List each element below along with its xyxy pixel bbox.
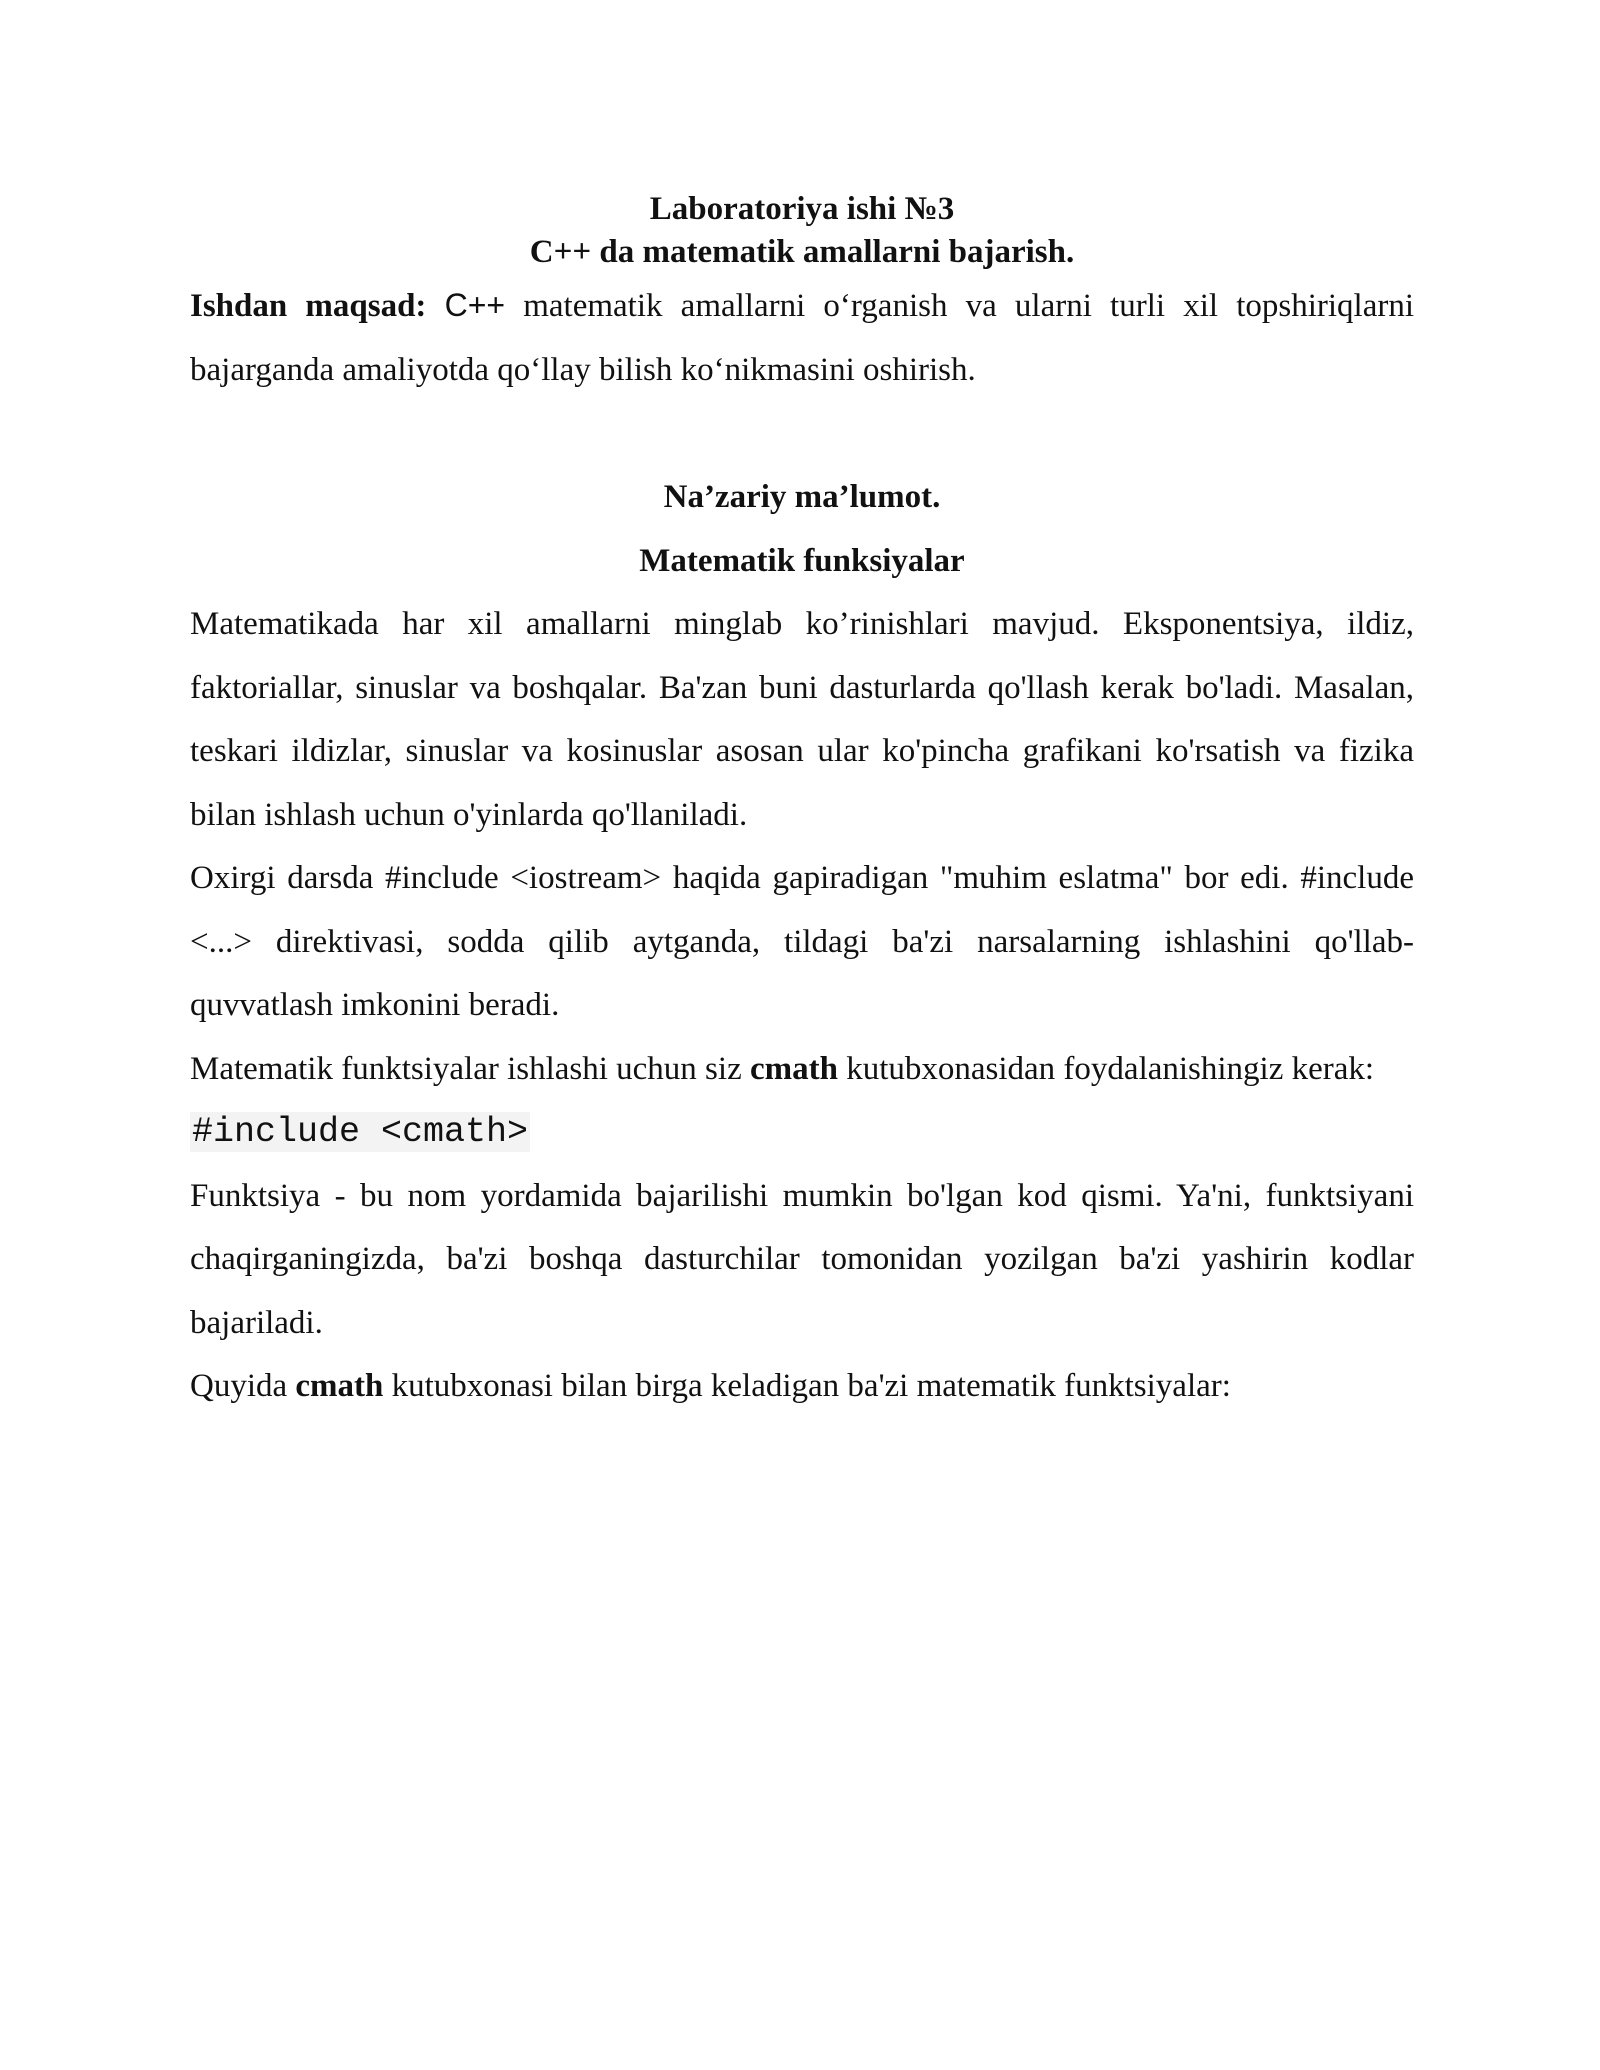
paragraph-cmath [190,1038,1414,1102]
goal-label: Ishdan maqsad: [190,288,427,324]
goal-text-part2: topshiriqlarni bajarganda amaliyotda qo‘llay bilish ko‘nikmasini oshirish. [190,288,1415,388]
paragraph-list-bold: cmath [295,1368,384,1404]
paragraph-intro: Matematikada har xil amallarni minglab ko’rinishlari mavjud. Eksponentsiya, ildiz, faktoriallar, sinuslar va boshqalar. Ba'zan buni dasturlarda qo'llash kerak bo'ladi. Masalan, teskari ildizlar, sinuslar va kosinuslar asosan ular ko'pincha grafikani ko'rsatish va fizika bilan ishlash uchun o'yinlarda qo'llaniladi. [190,606,1414,833]
document-page [190,188,1414,1419]
code-snippet [190,1101,1414,1165]
goal-paragraph [190,274,1414,402]
goal-text-part1: matematik amallarni o‘rganish va ularni turli xil [523,288,1219,324]
paragraph-list-intro [190,1355,1414,1419]
code-text: #include <cmath> [192,1112,529,1152]
paragraph-cmath-after: kutubxonasidan foydalanishingiz kerak: [846,1050,1375,1087]
paragraph-include: Oxirgi darsda #include <iostream> haqida gapiradigan "muhim eslatma" bor edi. #include <...> direktivasi, sodda qilib aytganda, tildagi ba'zi narsalarning ishlashini qo'llab-quvvatlash imkonini beradi. [190,860,1414,1023]
paragraph-cmath-before: Matematik funktsiyalar ishlashi uchun siz [190,1050,742,1087]
spacer [190,402,1414,466]
paragraph-cmath-bold: cmath [749,1050,838,1087]
section-subheading: Matematik funksiyalar [639,542,965,579]
paragraph-list-before: Quyida [190,1368,288,1404]
lab-subtitle: C++ da matematik amallarni bajarish. [529,234,1075,270]
lab-title: Laboratoriya ishi №3 [649,191,955,227]
section-heading: Na’zariy ma’lumot. [663,479,941,515]
goal-cpp: C++ [444,287,506,323]
paragraph-function: Funktsiya - bu nom yordamida bajarilishi mumkin bo'lgan kod qismi. Ya'ni, funktsiyani chaqirganingizda, ba'zi boshqa dasturchilar tomonidan yozilgan ba'zi yashirin kodlar bajariladi. [190,1177,1414,1341]
paragraph-list-after: kutubxonasi bilan birga keladigan ba'zi matematik funktsiyalar: [391,1368,1231,1404]
